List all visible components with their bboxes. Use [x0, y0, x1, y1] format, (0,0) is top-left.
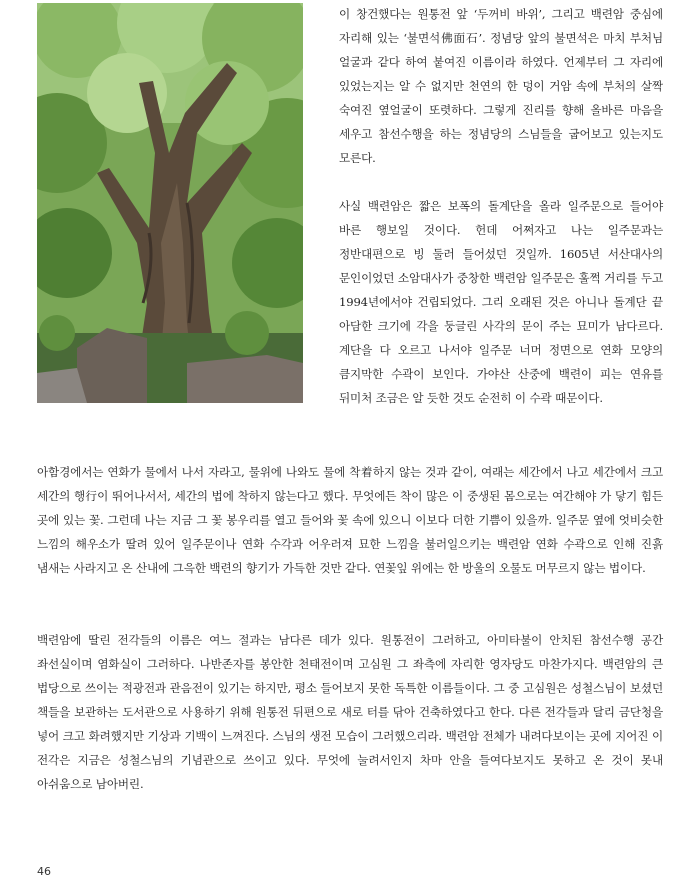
paragraph-2: 사실 백련암은 짧은 보폭의 돌계단을 올라 일주문으로 들어야 바른 행보일 것이다. 헌데 어쩌자고 나는 일주문과는 정반대편으로 빙 둘러 들어섰던 것일까. 1605년 서산대사의 문인이었던 소암대사가 중창한 백련암 일주문은 훌쩍 거리를 두고 1994년에서야 건립되었다. 그리 오래된 것은 아니나 돌계단 끝 아담한 크기에 각을 둥글린 사각의 문이 주는 묘미가 남다르다. 계단을 다 오르고 나서야 일주문 너머 정면으로 연화 모양의 큼지막한 수곽이 보인다. 가야산 산중에 백련이 피는 연유를 뒤미처 조금은 알 듯한 것도 순전히 이 수곽 때문이다.	[339, 199, 663, 405]
paragraph-4: 백련암에 딸린 전각들의 이름은 여느 절과는 남다른 데가 있다. 원통전이 그러하고, 아미타불이 안치된 참선수행 공간 좌선실이며 염화실이 그러하다. 나반존자를 봉안한 천태전이며 고심원 그 좌측에 자리한 영자당도 마찬가지다. 백련암의 큰 법당으로 쓰이는 적광전과 관음전이 있기는 하지만, 평소 들어보지 못한 독특한 이름들이다. 그 중 고심원은 성철스님이 보셨던 책들을 보관하는 도서관으로 사용하기 위해 원통전 뒤편으로 새로 터를 닦아 건축하였다고 한다. 다른 전각들과 달리 금단청을 넣어 크고 화려했지만 기상과 기백이 느껴진다. 스님의 생전 모습이 그러했으리라. 백련암 전체가 내려다보이는 곳에 지어진 이 전각은 지금은 성철스님의 기념관으로 쓰이고 있다. 무엇에 눌려서인지 차마 안을 들여다보지도 못하고 온 것이 못내 아쉬움으로 남아버린.	[37, 633, 663, 791]
tree-photo	[37, 3, 303, 403]
paragraph-1: 이 창건했다는 원통전 앞 ‘두꺼비 바위’, 그리고 백련암 중심에 자리해 있는 ‘불면석佛面石’. 정념당 앞의 불면석은 마치 부처님 얼굴과 같다 하여 붙여진 이름이라 하였다. 언제부터 그 자리에 있었는지는 알 수 없지만 천연의 한 덩이 거암 속에 부처의 살짝 숙여진 옆얼굴이 또렷하다. 그렇게 진리를 향해 올바른 마음을 세우고 참선수행을 하는 정념당의 스님들을 굽어보고 있는지도 모른다.	[339, 7, 663, 165]
page-number: 46	[37, 865, 51, 878]
paragraph-3: 아함경에서는 연화가 물에서 나서 자라고, 물위에 나와도 물에 착着하지 않는 것과 같이, 여래는 세간에서 나고 세간에서 크고 세간의 행行이 뛰어나서서, 세간의 법에 착하지 않는다고 했다. 무엇에든 착이 많은 이 중생된 몸으로는 여간해야 가 닿기 힘든 곳에 있는 꽃. 그런데 나는 지금 그 꽃 봉우리를 열고 들어와 꽃 속에 있으니 이보다 더한 기쁨이 있을까. 일주문 옆에 엇비슷한 느낌의 해우소가 딸려 있어 일주문이나 연화 수각과 어우러져 묘한 느낌을 불러일으키는 백련암 연화 수곽으로 인해 진흙 냄새는 사라지고 온 산내에 그윽한 백련의 향기가 가득한 것만 같다. 연꽃잎 위에는 한 방울의 오물도 머무르지 않는 법이다.	[37, 465, 663, 575]
old-tree-icon	[37, 3, 303, 403]
right-text-column	[339, 2, 663, 410]
